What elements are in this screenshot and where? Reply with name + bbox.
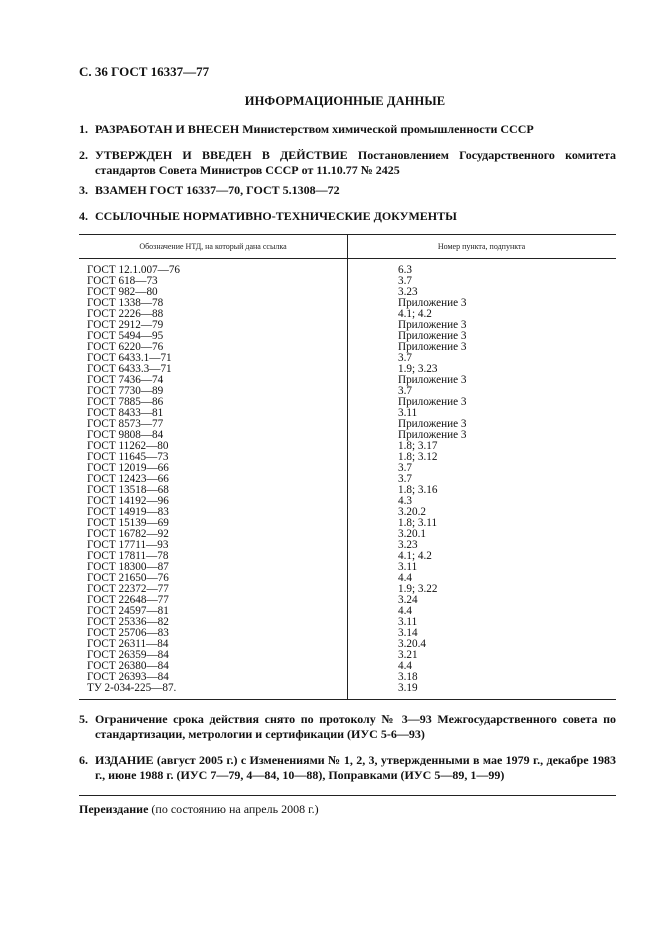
cell-clause: 4.4 [398,605,412,617]
cell-document: ТУ 2-034-225—87. [87,682,177,694]
table-row [79,276,616,287]
cell-clause: 3.7 [398,462,412,474]
column-header-clause: Номер пункта, подпункта [437,242,526,251]
cell-document: ГОСТ 6433.3—71 [87,363,172,375]
cell-clause: 3.7 [398,473,412,485]
cell-document: ГОСТ 24597—81 [87,605,169,617]
cell-clause: 3.18 [398,671,418,683]
cell-document: ГОСТ 7730—89 [87,385,164,397]
cell-clause: 4.3 [398,495,412,507]
cell-document: ГОСТ 2226—88 [87,308,164,320]
section-number: 4. [79,209,88,223]
cell-clause: 1.8; 3.11 [398,517,438,529]
table-row [79,265,616,276]
cell-document: ГОСТ 14192—96 [87,495,169,507]
cell-clause: 4.4 [398,660,412,672]
cell-clause: 4.4 [398,572,412,584]
section-text [79,183,616,198]
section-body: (август 2005 г.) с Изменениями № 1, 2, 3, утвержденными в мае 1979 г., декабре 1983 г., июне 1988 г. (ИУС 7—79, 4—84, 10—88), Поправками (ИУС 5—89, 1—99) [95,753,616,782]
cell-document: ГОСТ 8433—81 [87,407,164,419]
cell-clause: 4.1; 4.2 [398,550,432,562]
cell-clause: Приложение 3 [398,341,467,353]
cell-document: ГОСТ 26393—84 [87,671,169,683]
info-section-2 [79,148,616,178]
cell-document: ГОСТ 12.1.007—76 [87,264,181,276]
reissue-note [79,802,319,817]
references-table [79,234,616,699]
cell-document: ГОСТ 26380—84 [87,660,169,672]
cell-clause: 3.11 [398,407,418,419]
cell-document: ГОСТ 7436—74 [87,374,164,386]
cell-document: ГОСТ 9808—84 [87,429,164,441]
section-body: Ограничение срока действия снято по протоколу № 3—93 Межгосударственного совета по стандартизации, метрологии и сертификации (ИУС 5-6—93) [95,712,616,741]
cell-clause: 3.7 [398,352,412,364]
page-header: С. 36 ГОСТ 16337—77 [79,64,210,79]
cell-clause: Приложение 3 [398,330,467,342]
cell-clause: 1.8; 3.17 [398,440,438,452]
page-title: ИНФОРМАЦИОННЫЕ ДАННЫЕ [244,94,446,108]
cell-document: ГОСТ 18300—87 [87,561,169,573]
cell-document: ГОСТ 6433.1—71 [87,352,172,364]
cell-document: ГОСТ 7885—86 [87,396,164,408]
section-number: 3. [79,183,88,197]
table-body [79,265,616,694]
cell-document: ГОСТ 618—73 [87,275,158,287]
cell-document: ГОСТ 26311—84 [87,638,169,650]
column-header-document: Обозначение НТД, на который дана ссылка [139,242,287,251]
cell-clause: Приложение 3 [398,396,467,408]
section-lead: РАЗРАБОТАН И ВНЕСЕН [95,122,240,136]
info-section-6 [79,753,616,783]
cell-clause: 4.1; 4.2 [398,308,432,320]
info-section-5 [79,712,616,742]
cell-clause: 3.7 [398,385,412,397]
cell-document: ГОСТ 14919—83 [87,506,169,518]
section-lead: УТВЕРЖДЕН И ВВЕДЕН В ДЕЙСТВИЕ [95,148,348,162]
cell-document: ГОСТ 17711—93 [87,539,169,551]
cell-clause: Приложение 3 [398,374,467,386]
cell-clause: 3.11 [398,616,418,628]
cell-document: ГОСТ 1338—78 [87,297,164,309]
section-lead: ИЗДАНИЕ [95,753,154,767]
section-number: 6. [79,753,88,767]
cell-document: ГОСТ 15139—69 [87,517,169,529]
cell-clause: 1.8; 3.12 [398,451,438,463]
section-number: 5. [79,712,88,726]
cell-document: ГОСТ 6220—76 [87,341,164,353]
cell-clause: Приложение 3 [398,319,467,331]
section-lead: ССЫЛОЧНЫЕ НОРМАТИВНО-ТЕХНИЧЕСКИЕ ДОКУМЕНТЫ [95,209,457,223]
cell-document: ГОСТ 12019—66 [87,462,169,474]
cell-document: ГОСТ 17811—78 [87,550,169,562]
cell-clause: 3.23 [398,286,418,298]
cell-clause: 3.19 [398,682,418,694]
cell-clause: 3.11 [398,561,418,573]
section-number: 2. [79,148,88,162]
cell-clause: Приложение 3 [398,418,467,430]
cell-document: ГОСТ 982—80 [87,286,158,298]
cell-document: ГОСТ 25336—82 [87,616,169,628]
cell-clause: 3.21 [398,649,418,661]
section-number: 1. [79,122,88,136]
reissue-text: (по состоянию на апрель 2008 г.) [148,802,319,816]
footer-rule [79,795,616,796]
cell-clause: 3.23 [398,539,418,551]
cell-document: ГОСТ 21650—76 [87,572,169,584]
info-section-4 [79,209,616,224]
cell-clause: 1.9; 3.22 [398,583,438,595]
cell-document: ГОСТ 26359—84 [87,649,169,661]
section-text [79,148,616,178]
cell-clause: 3.7 [398,275,412,287]
section-body: Постановлением Государственного комитета стандартов Совета Министров СССР от 11.10.77 № 2425 [95,148,616,177]
cell-document: ГОСТ 8573—77 [87,418,164,430]
info-section-3 [79,183,616,198]
cell-document: ГОСТ 22372—77 [87,583,169,595]
cell-document: ГОСТ 25706—83 [87,627,169,639]
cell-clause: 3.14 [398,627,418,639]
cell-document: ГОСТ 2912—79 [87,319,164,331]
cell-clause: 6.3 [398,264,412,276]
cell-document: ГОСТ 22648—77 [87,594,169,606]
cell-clause: 3.24 [398,594,418,606]
cell-document: ГОСТ 5494—95 [87,330,164,342]
cell-document: ГОСТ 13518—68 [87,484,169,496]
reissue-lead: Переиздание [79,802,149,816]
section-text [79,209,616,224]
cell-document: ГОСТ 11262—80 [87,440,169,452]
section-text [79,122,616,137]
cell-clause: 1.9; 3.23 [398,363,438,375]
cell-clause: 3.20.4 [398,638,426,650]
section-body: Министерством химической промышленности СССР [239,122,534,136]
cell-document: ГОСТ 11645—73 [87,451,169,463]
cell-document: ГОСТ 16782—92 [87,528,169,540]
table-bottom-rule [79,699,616,700]
section-text [79,753,616,783]
cell-clause: 3.20.2 [398,506,426,518]
info-section-1 [79,122,616,137]
cell-clause: 3.20.1 [398,528,426,540]
table-row [79,683,616,694]
cell-clause: Приложение 3 [398,297,467,309]
cell-clause: Приложение 3 [398,429,467,441]
section-lead: ВЗАМЕН ГОСТ 16337—70, ГОСТ 5.1308—72 [95,183,340,197]
cell-clause: 1.8; 3.16 [398,484,438,496]
cell-document: ГОСТ 12423—66 [87,473,169,485]
